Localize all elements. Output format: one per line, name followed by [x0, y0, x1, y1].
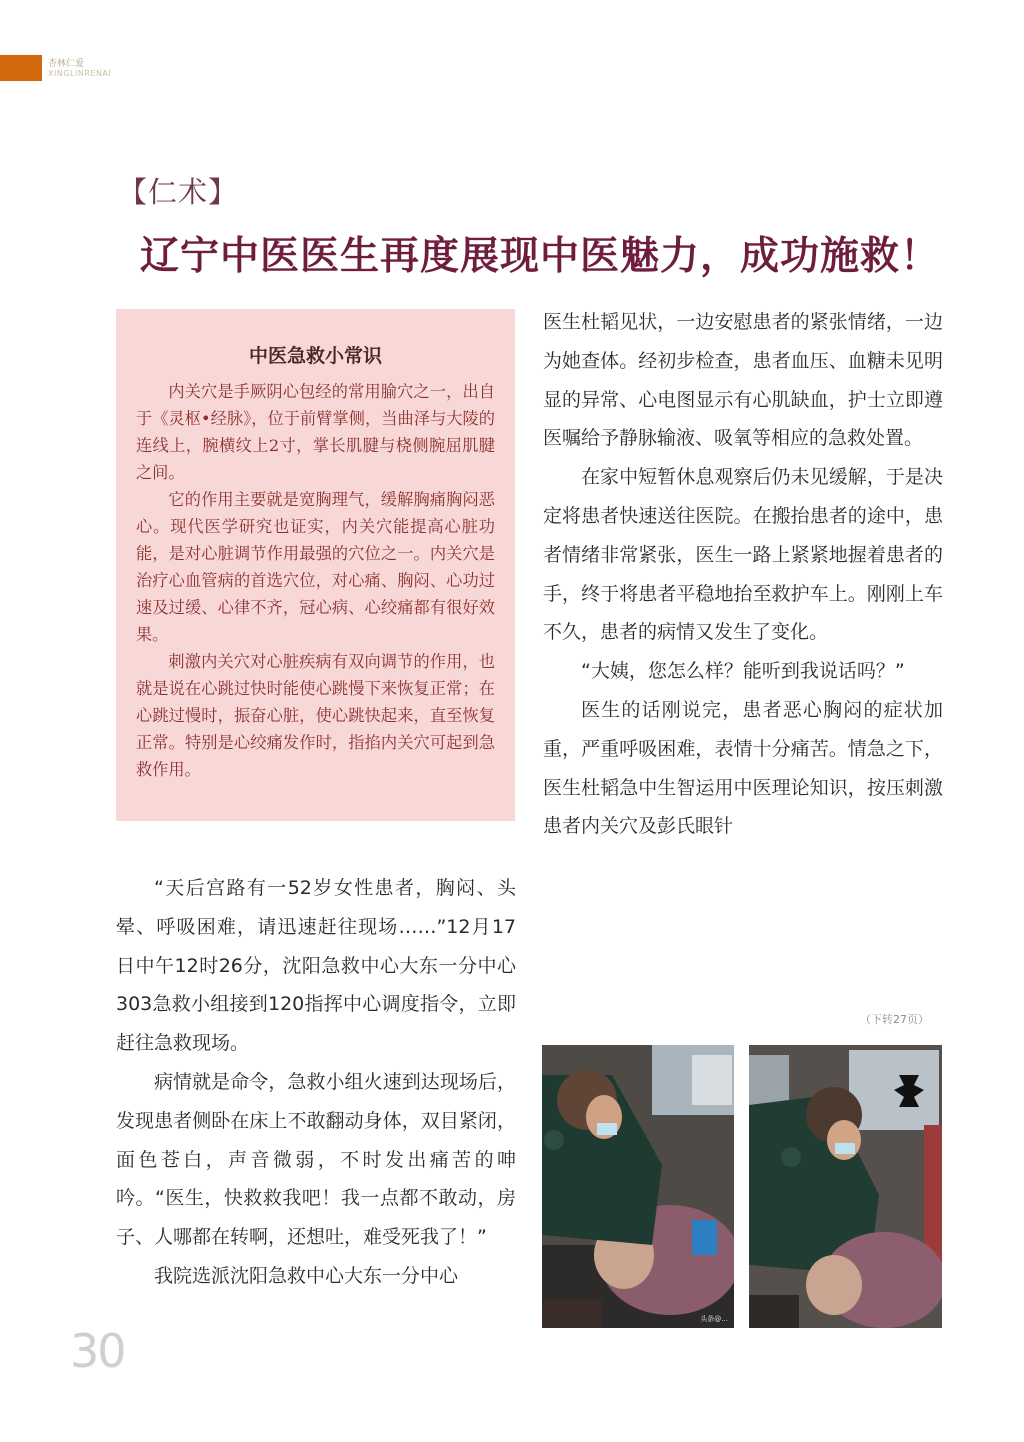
body-paragraph: 我院选派沈阳急救中心大东一分中心	[154, 1264, 459, 1287]
body-column-right	[543, 303, 943, 846]
tcm-tips-sidebar	[116, 309, 515, 821]
body-paragraph: 病情就是命令，急救小组火速到达现场后，发现患者侧卧在床上不敢翻动身体，双目紧闭，面色苍白，声音微弱，不时发出痛苦的呻吟。“医生，快救救我吧！我一点都不敢动，房子、人哪都在转啊，还想吐，难受死我了！”	[116, 1070, 516, 1249]
sidebar-paragraph: 它的作用主要就是宽胸理气，缓解胸痛胸闷恶心。现代医学研究也证实，内关穴能提高心脏功能，是对心脏调节作用最强的穴位之一。内关穴是治疗心血管病的首选穴位，对心痛、胸闷、心功过速及过缓、心律不齐，冠心病、心绞痛都有很好效果。	[136, 490, 495, 644]
photo-ambulance-2-image	[749, 1045, 942, 1328]
body-paragraph: “天后宫路有一52岁女性患者，胸闷、头晕、呼吸困难，请迅速赶往现场……”12月17日中午12时26分，沈阳急救中心大东一分中心303急救小组接到120指挥中心调度指令，立即赶往急救现场。	[116, 877, 516, 1055]
sidebar-paragraph: 内关穴是手厥阴心包经的常用腧穴之一，出自于《灵枢•经脉》，位于前臂掌侧，当曲泽与大陵的连线上，腕横纹上2寸，掌长肌腱与桡侧腕屈肌腱之间。	[136, 382, 495, 482]
body-column-left	[116, 869, 516, 1296]
body-paragraph: 在家中短暂休息观察后仍未见缓解，于是决定将患者快速送往医院。在搬抬患者的途中，患者情绪非常紧张，医生一路上紧紧地握着患者的手，终于将患者平稳地抬至救护车上。刚刚上车不久，患者的病情又发生了变化。	[543, 466, 943, 644]
photo-ambulance-1-image	[542, 1045, 734, 1328]
header-accent-bar	[0, 55, 42, 81]
page-number: 30	[70, 1324, 125, 1378]
photo-ambulance-2	[749, 1045, 942, 1328]
body-paragraph: 医生的话刚说完，患者恶心胸闷的症状加重，严重呼吸困难，表情十分痛苦。情急之下，医生杜韬急中生智运用中医理论知识，按压刺激患者内关穴及彭氏眼针	[543, 698, 943, 838]
sidebar-title: 中医急救小常识	[248, 345, 382, 367]
sidebar-paragraph: 刺激内关穴对心脏疾病有双向调节的作用，也就是说在心跳过快时能使心跳慢下来恢复正常；在心跳过慢时，振奋心脏，使心跳快起来，直至恢复正常。特别是心绞痛发作时，指掐内关穴可起到急救作用。	[136, 652, 495, 779]
body-paragraph: 医生杜韬见状，一边安慰患者的紧张情绪，一边为她查体。经初步检查，患者血压、血糖未见明显的异常、心电图显示有心肌缺血，护士立即遵医嘱给予静脉输液、吸氧等相应的急救处置。	[543, 311, 943, 450]
magazine-name-cn: 杏林仁爱	[48, 59, 85, 69]
photo-ambulance-1	[542, 1045, 734, 1328]
body-paragraph: “大姨，您怎么样？能听到我说话吗？”	[581, 660, 905, 683]
article-headline: 辽宁中医医生再度展现中医魅力，成功施救！	[140, 233, 941, 279]
continued-note: （下转27页）	[860, 1013, 929, 1026]
section-tag: 【仁术】	[118, 175, 239, 209]
magazine-name-en: XINGLINRENAI	[48, 69, 112, 78]
photo-watermark: 头条@...	[700, 1315, 728, 1323]
